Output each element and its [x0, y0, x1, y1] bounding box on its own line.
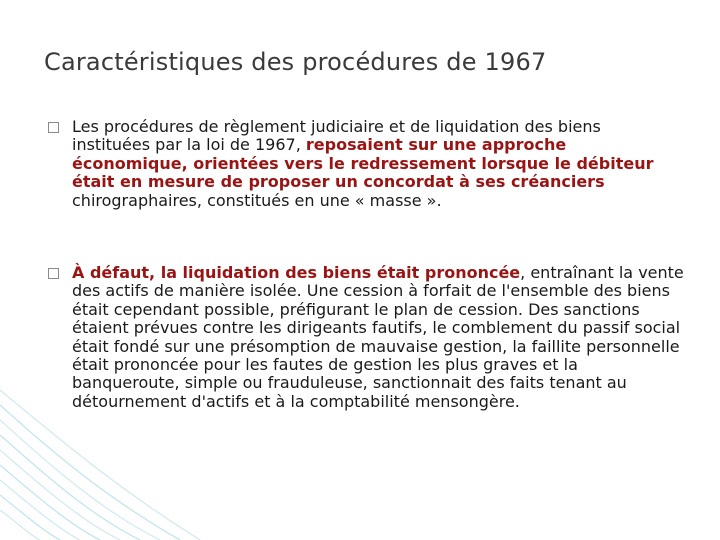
bullet-2-segment-2: , entraînant la vente des actifs de manière isolée. Une cession à forfait de l'ensemble des biens était cependant possible, préfigurant le plan de cession. Des sanctions étaient prévues contre les dirigeants fautifs, le comblement du passif social était fondé sur une présomption de mauvaise gestion, la faillite personnelle était prononcée pour les fautes de gestion les plus graves et la banqueroute, simple ou frauduleuse, sanctionnait des faits tenant au détournement d'actifs et à la comptabilité mensongère.: [72, 263, 684, 411]
bullet-1-segment-3: chirographaires, constitués en une « masse ».: [72, 190, 442, 210]
bullet-1-highlight: reposaient sur une approche économique, orientées vers le redressement lorsque le débiteur était en mesure de proposer un concordat à ses créanciers: [72, 135, 654, 192]
bullet-text-1: [72, 118, 680, 210]
slide-title: Caractéristiques des procédures de 1967: [44, 48, 547, 76]
bullet-2-highlight: À défaut, la liquidation des biens était prononcée: [72, 263, 521, 282]
bullet-text-2: [72, 264, 688, 411]
bullet-item-2: [48, 264, 688, 411]
square-bullet-icon: [48, 122, 59, 133]
bullet-item-1: [48, 118, 680, 210]
bullet-1-segment-1: Les procédures de règlement judiciaire et de liquidation des biens instituées par la loi de 1967,: [72, 117, 601, 155]
square-bullet-icon: [48, 268, 59, 279]
